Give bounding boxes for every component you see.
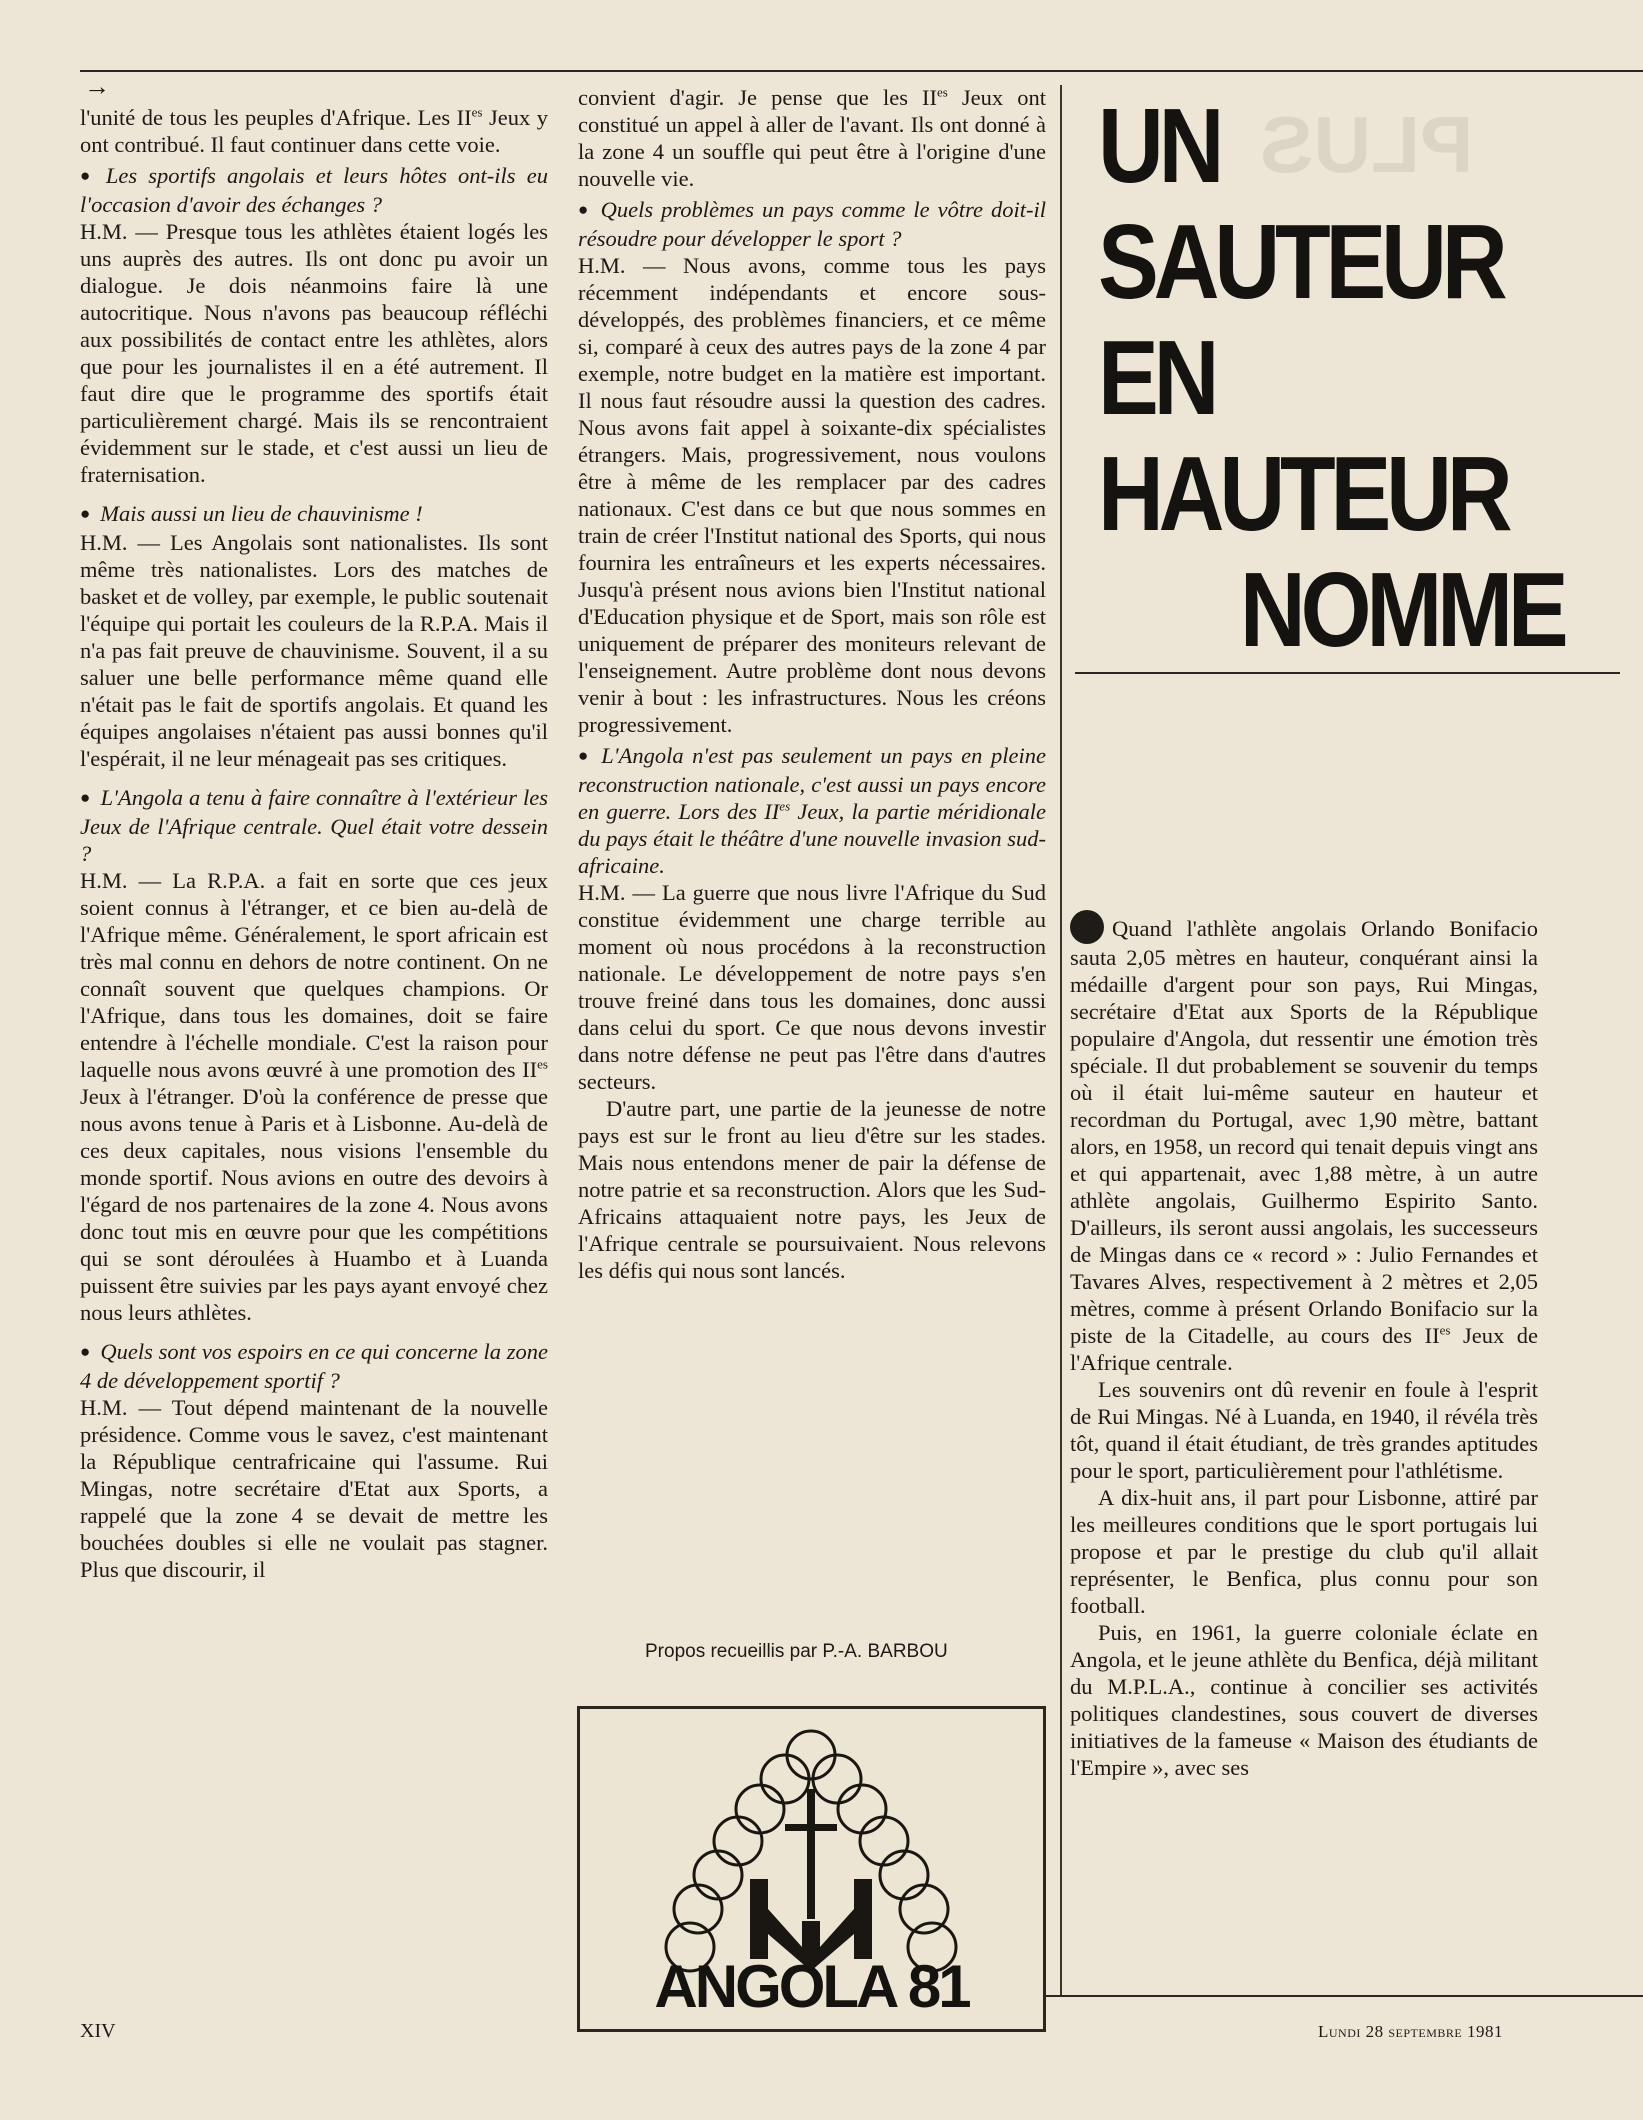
interview-credit: Propos recueillis par P.-A. BARBOU [645, 1641, 948, 1662]
paragraph: Puis, en 1961, la guerre coloniale éclate en Angola, et le jeune athlète du Benfica, déjà militant du M.P.L.A., continue à concilier ses activités politiques clandestines, sous couvert de diverses initiatives de la fameuse « Maison des étudiants de l'Empire », avec ses [1070, 1620, 1538, 1780]
headline-line: HAUTEUR [1098, 435, 1508, 553]
interview-answer: H.M. — Tout dépend maintenant de la nouvelle présidence. Comme vous le savez, c'est maintenant la République centrafricaine qui l'assume. Rui Mingas, notre secrétaire d'Etat aux Sports, a rappelé que la zone 4 se devait de mettre les bouchées doubles si elle ne voulait pas stagner. Plus que discourir, il [80, 1395, 548, 1582]
headline-rule [1075, 672, 1620, 674]
interview-question: ● Mais aussi un lieu de chauvinisme ! [80, 500, 548, 529]
headline-line: SAUTEUR [1098, 203, 1503, 321]
top-rule [80, 70, 1643, 72]
logo-caption: ANGOLA 81 [654, 1953, 969, 2020]
page-number: XIV [80, 2020, 116, 2042]
interview-column-1 [80, 104, 548, 1583]
interview-answer: H.M. — La guerre que nous livre l'Afrique du Sud constitue évidemment une charge terrible au moment où nous procédons à la reconstruction nationale. Le développement de notre pays s'en trouve freiné dans tous les domaines, donc aussi dans celui du sport. Ce que nous devons investir dans notre défense ne peut pas l'être dans d'autres secteurs. [578, 880, 1046, 1094]
paragraph: l'unité de tous les peuples d'Afrique. Les $II^{es}$ Jeux y ont contribué. Il faut continuer dans cette voie. [80, 104, 548, 157]
interview-question: ● L'Angola a tenu à faire connaître à l'extérieur les Jeux de l'Afrique centrale. Quel était votre dessein ? [80, 784, 548, 867]
interview-answer: H.M. — La R.P.A. a fait en sorte que ces jeux soient connus à l'étranger, et ce bien au-delà de l'Afrique même. Généralement, le sport africain est très mal connu en dehors de notre continent. On ne connaît souvent que quelques champions. Or l'Afrique, dans tous les domaines, doit se faire entendre à l'échelle mondiale. C'est la raison pour laquelle nous avons œuvré à une promotion des $II^{es}$ Jeux à l'étranger. D'où la conférence de presse que nous avons tenue à Paris et à Lisbonne. Au-delà de ces deux capitales, nous visions l'ensemble du monde sportif. Nous avions en outre des devoirs à l'égard de nos partenaires de la zone 4. Nous avons donc tout mis en œuvre pour que les compétitions qui se sont déroulées à Huambo et à Luanda puissent être suivies par les pays ayant envoyé chez nous leurs athlètes. [80, 868, 548, 1325]
angola-81-logo [577, 1706, 1046, 2032]
article-column-3 [1070, 910, 1538, 1781]
dateline: Lundi 28 septembre 1981 [1318, 2022, 1503, 2041]
headline-line: EN [1098, 319, 1215, 437]
article-headline [1098, 87, 1564, 669]
paragraph: Les souvenirs ont dû revenir en foule à l'esprit de Rui Mingas. Né à Luanda, en 1940, il révéla très tôt, quand il était étudiant, de très grandes aptitudes pour le sport, particulièrement pour l'athlétisme. [1070, 1377, 1538, 1483]
bullet-icon [1070, 910, 1104, 944]
interview-question: ● L'Angola n'est pas seulement un pays en pleine reconstruction nationale, c'est aussi un pays encore en guerre. Lors des $II^{es}$ Jeux, la partie méridionale du pays était le théâtre d'une nouvelle invasion sud-africaine. [578, 742, 1046, 879]
column-divider [1060, 85, 1062, 1995]
bottom-rule [1040, 1995, 1643, 1997]
paragraph: convient d'agir. Je pense que les $II^{es}$ Jeux ont constitué un appel à aller de l'avant. Ils ont donné à la zone 4 un souffle qui peut être à l'origine d'une nouvelle vie. [578, 84, 1046, 191]
headline-line: NOMME [1239, 551, 1564, 669]
interview-answer: H.M. — Nous avons, comme tous les pays récemment indépendants et encore sous-développés, des problèmes financiers, et ce même si, comparé à ceux des autres pays de la zone 4 par exemple, notre budget en la matière est important. Il nous faut résoudre aussi la question des cadres. Nous avons fait appel à soixante-dix spécialistes étrangers. Mais, progressivement, nous voulons être à même de les remplacer par des cadres nationaux. C'est dans ce but que nous sommes en train de créer l'Institut national des Sports, qui nous fournira les entraîneurs et les experts nécessaires. Jusqu'à présent nous avions bien l'Institut national d'Education physique et de Sport, mais son rôle est uniquement de préparer des moniteurs relevant de l'enseignement. Autre problème dont nous devons venir à bout : les infrastructures. Nous les créons progressivement. [578, 253, 1046, 737]
continuation-arrow-icon: → [84, 72, 110, 101]
interview-question: ● Quels problèmes un pays comme le vôtre doit-il résoudre pour développer le sport ? [578, 196, 1046, 252]
bleed-through: PLUS [1260, 100, 1474, 189]
interview-answer: H.M. — Les Angolais sont nationalistes. Ils sont même très nationalistes. Lors des matches de basket et de volley, par exemple, le public soutenait l'équipe qui portait les couleurs de la R.P.A. Mais il n'a pas fait preuve de chauvinisme. Souvent, il a su saluer une belle performance même quand elle n'était pas le fait de sportifs angolais. Et quand les équipes angolaises n'étaient pas aussi bonnes qu'il l'espérait, il ne leur ménageait pas ses critiques. [80, 530, 548, 771]
headline-line: UN [1098, 87, 1220, 205]
interview-answer: D'autre part, une partie de la jeunesse de notre pays est sur le front au lieu d'être sur les stades. Mais nous entendons mener de pair la défense de notre patrie et sa reconstruction. Alors que les Sud-Africains attaquaient notre pays, les Jeux de l'Afrique centrale se poursuivaient. Nous relevons les défis qui nous sont lancés. [578, 1096, 1046, 1283]
interview-answer: H.M. — Presque tous les athlètes étaient logés les uns auprès des autres. Ils ont donc pu avoir un dialogue. Je dois néanmoins faire là une autocritique. Nous n'avons pas beaucoup réfléchi aux possibilités de contact entre les athlètes, alors que pour les journalistes il en a été autrement. Il faut dire que le programme des sportifs était particulièrement chargé. Mais ils se rencontraient évidemment sur le stade, et c'est aussi un lieu de fraternisation. [80, 219, 548, 487]
interview-question: ● Quels sont vos espoirs en ce qui concerne la zone 4 de développement sportif ? [80, 1338, 548, 1394]
interview-question: ● Les sportifs angolais et leurs hôtes ont-ils eu l'occasion d'avoir des échanges ? [80, 162, 548, 218]
interview-column-2 [578, 84, 1046, 1284]
paragraph: Quand l'athlète angolais Orlando Bonifacio sauta 2,05 mètres en hauteur, conquérant ainsi la médaille d'argent pour son pays, Rui Mingas, secrétaire d'Etat aux Sports de la République populaire d'Angola, dut ressentir une émotion très spéciale. Il dut probablement se souvenir du temps où il était lui-même sauteur en hauteur et recordman du Portugal, avec 1,90 mètre, battant alors, en 1958, un record qui tenait depuis vingt ans et qui appartenait, avec 1,88 mètre, à un autre athlète angolais, Guilhermo Espirito Santo. D'ailleurs, ils seront aussi angolais, les successeurs de Mingas dans ce « record » : Julio Fernandes et Tavares Alves, respectivement à 2 mètres et 2,05 mètres, comme à présent Orlando Bonifacio sur la piste de la Citadelle, au cours des $II^{es}$ Jeux de l'Afrique centrale. [1070, 910, 1538, 1376]
paragraph: A dix-huit ans, il part pour Lisbonne, attiré par les meilleures conditions que le sport portugais lui propose et par le prestige du club qu'il allait représenter, le Benfica, plus connu pour son football. [1070, 1485, 1538, 1618]
